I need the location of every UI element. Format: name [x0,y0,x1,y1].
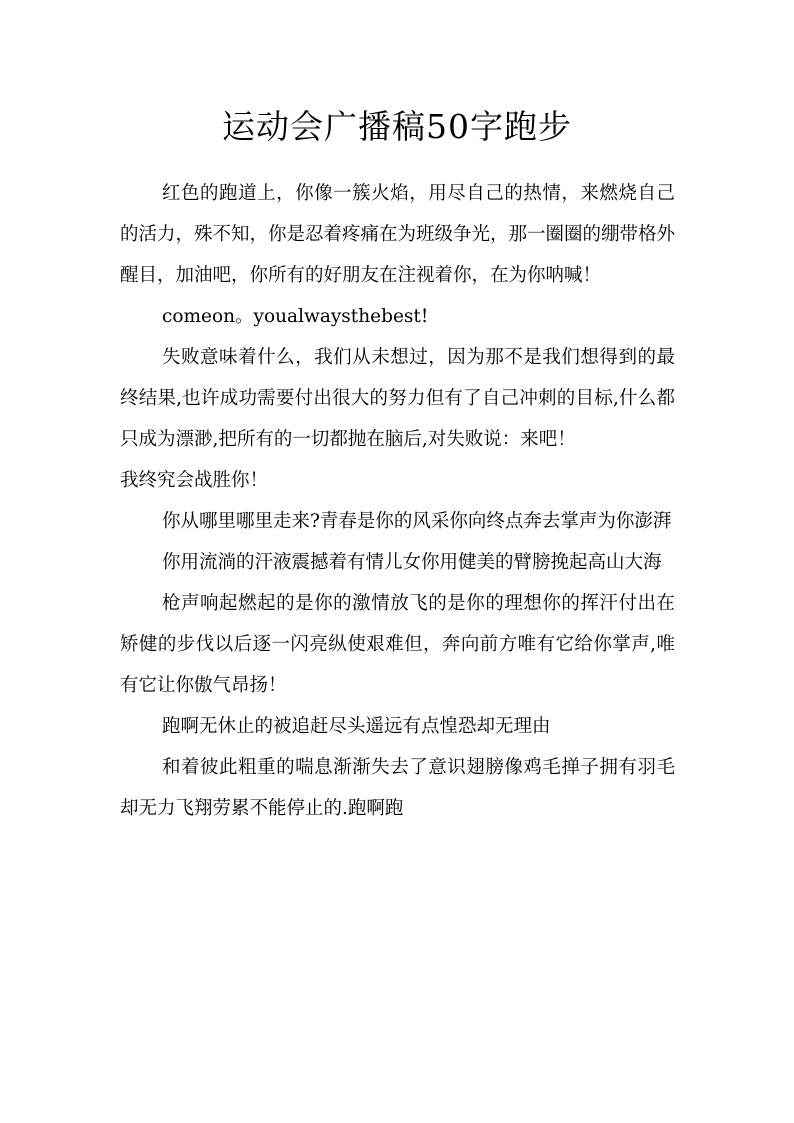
document-body [120,173,675,829]
paragraph: comeon。youalwaysthebest! [162,306,429,327]
paragraph: 和着彼此粗重的喘息渐渐失去了意识翅膀像鸡毛掸子拥有羽毛却无力飞翔劳累不能停止的.跑啊跑 [120,757,675,819]
paragraph: 红色的跑道上，你像一簇火焰，用尽自己的热情，来燃烧自己的活力，殊不知，你是忍着疼痛在为班级争光，那一圈圈的绷带格外醒目，加油吧，你所有的好朋友在注视着你，在为你呐喊！ [120,183,676,286]
paragraph: 你用流淌的汗液震撼着有情儿女你用健美的臂膀挽起高山大海 [162,552,662,573]
paragraph: 失败意味着什么，我们从未想过，因为那不是我们想得到的最终结果,也许成功需要付出很大的努力但有了自己冲刺的目标,什么都只成为漂渺,把所有的一切都抛在脑后,对失败说：来吧！ [120,347,675,450]
paragraph: 枪声响起燃起的是你的激情放飞的是你的理想你的挥汗付出在矫健的步伐以后逐一闪亮纵使艰难但，奔向前方唯有它给你掌声,唯有它让你傲气昂扬！ [120,593,675,696]
paragraph: 跑啊无休止的被追赶尽头遥远有点惶恐却无理由 [162,716,551,737]
document-title: 运动会广播稿50字跑步 [222,107,572,146]
paragraph: 我终究会战胜你！ [120,470,269,491]
paragraph: 你从哪里哪里走来?青春是你的风采你向终点奔去掌声为你澎湃 [162,511,672,532]
